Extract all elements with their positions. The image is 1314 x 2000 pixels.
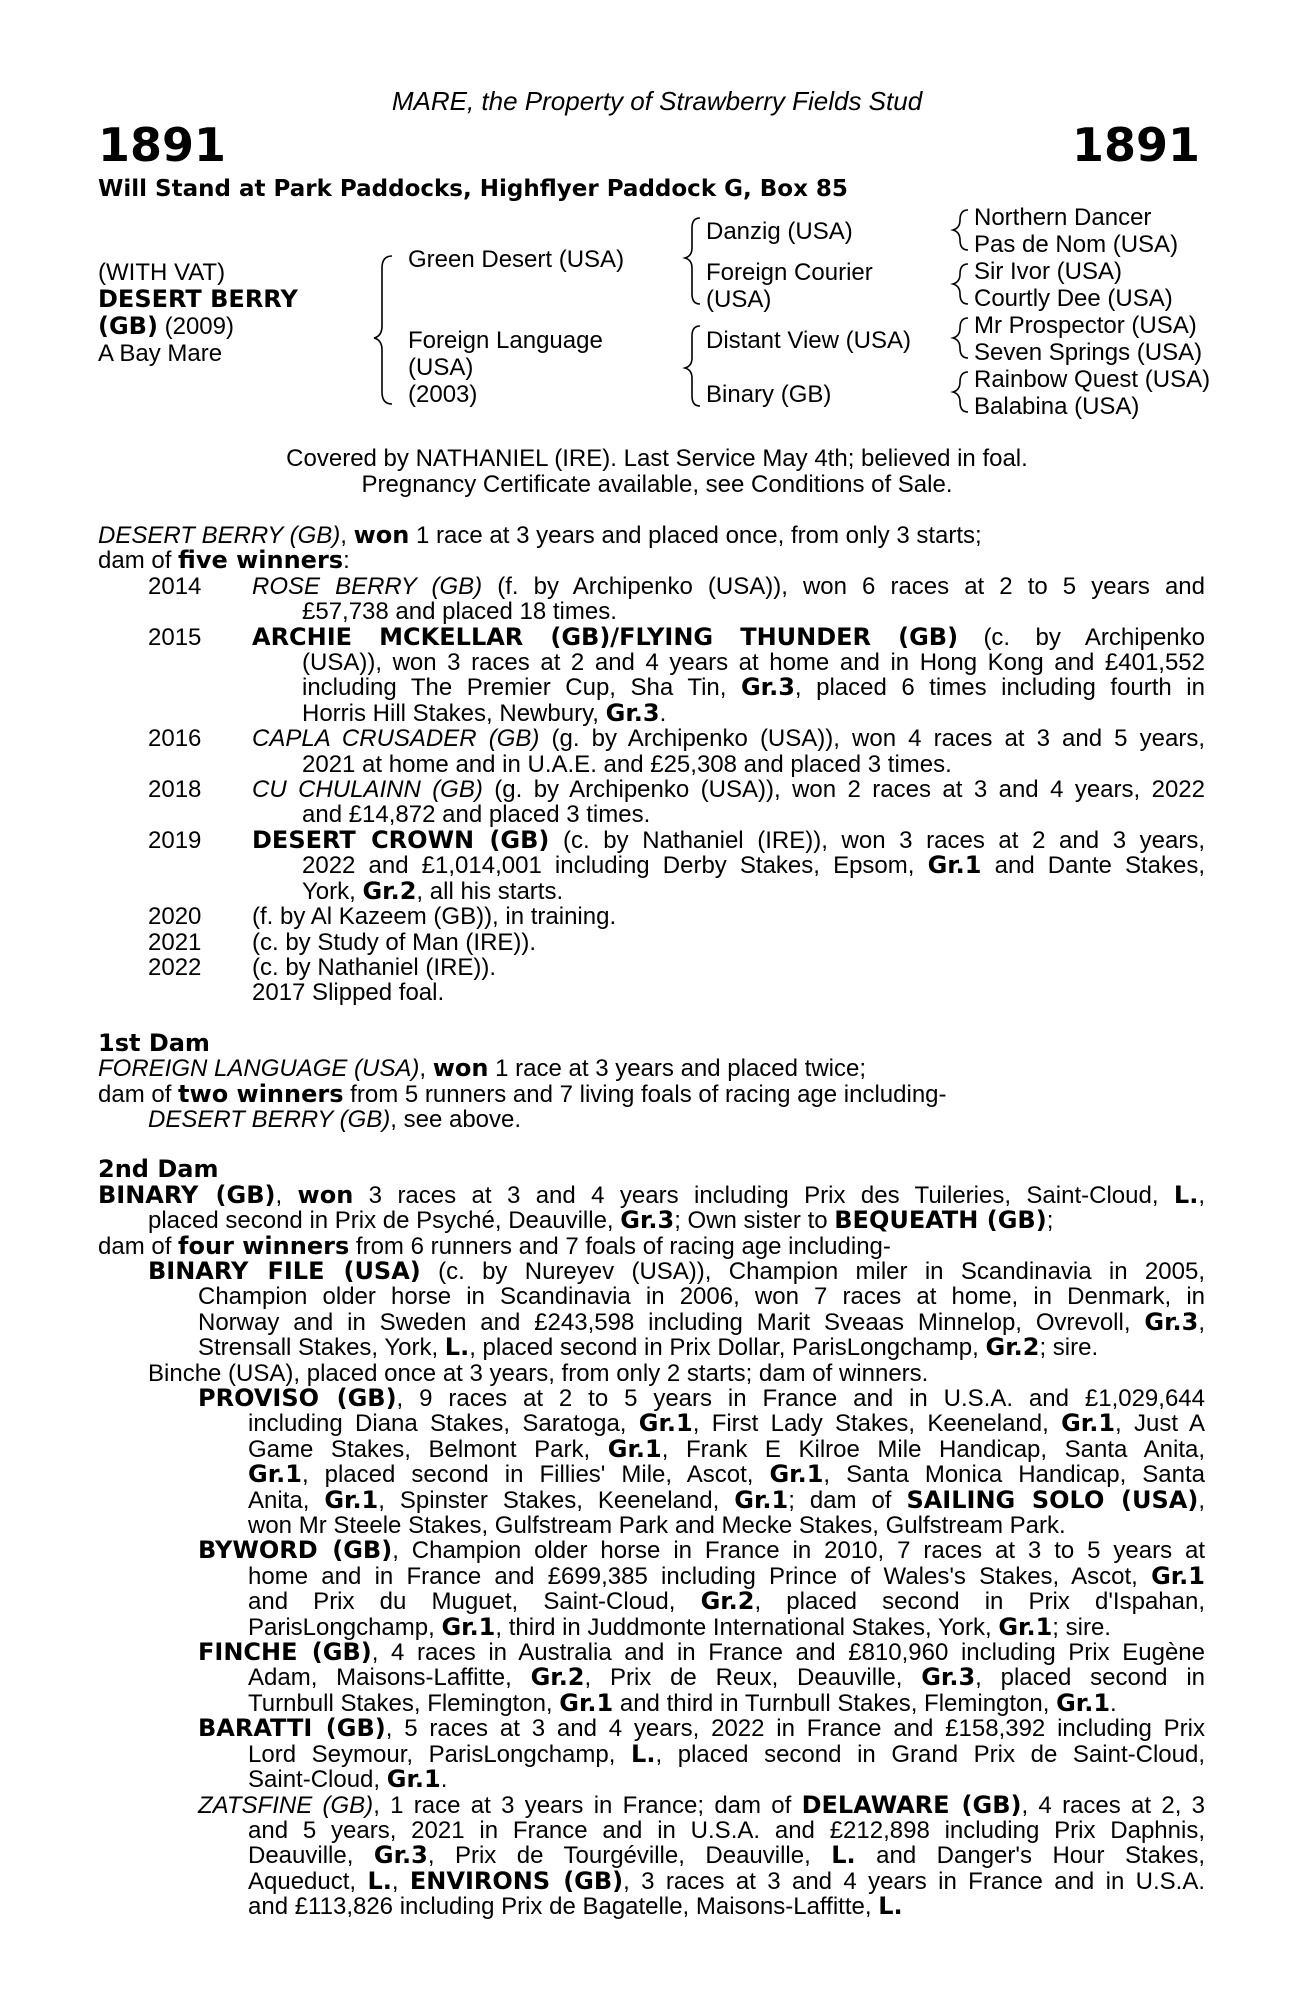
text-run: , third in Juddmonte International Stakes, York, <box>495 1613 999 1641</box>
produce-name: DESERT CROWN (GB) <box>252 825 550 854</box>
produce-2019 <box>98 825 1206 905</box>
first-dam-line-1 <box>98 1056 1205 1081</box>
grade-label: Gr.3 <box>373 1841 428 1870</box>
produce-text: 2022 and £1,014,001 including Derby Stakes, Epsom, <box>302 852 928 880</box>
produce-line <box>302 853 1205 878</box>
text-run: , <box>1198 1181 1205 1209</box>
progeny-line <box>198 1538 1205 1563</box>
pedigree-g2: Pas de Nom (USA) <box>974 231 1179 258</box>
grade-label: L. <box>444 1333 470 1362</box>
progeny-line <box>248 1739 1205 1768</box>
grade-label: Gr.1 <box>1061 1409 1116 1438</box>
intro-line-1 <box>98 523 1205 548</box>
progeny-line <box>148 1256 1205 1285</box>
text-run: , Frank E Kilroe Mile Handicap, Santa Anita, <box>661 1435 1206 1463</box>
produce-line <box>302 876 1205 905</box>
progeny-name: PROVISO (GB) <box>198 1384 397 1412</box>
produce-name: ARCHIE MCKELLAR (GB)/FLYING THUNDER (GB) <box>252 622 959 651</box>
grade-label: Gr.1 <box>927 851 982 880</box>
produce-line: 2021 at home and in U.A.E. and £25,308 and placed 3 times. <box>302 750 952 778</box>
text-run: , placed second in Grand Prix de Saint-Cloud, <box>655 1740 1205 1768</box>
produce-line <box>148 622 1205 651</box>
progeny-line <box>248 1485 1205 1514</box>
produce-text: (c. by Nathaniel (IRE)). <box>252 953 497 981</box>
progeny-line: won Mr Steele Stakes, Gulfstream Park and Mecke Stakes, Gulfstream Park. <box>248 1512 1066 1540</box>
produce-text: (f. by Archipenko (USA)), won 6 races at 2 to 5 years and <box>482 572 1206 600</box>
catalogue-subtitle: MARE, the Property of Strawberry Fields Stud <box>391 86 923 116</box>
text-run: , 4 races at 2, 3 <box>1021 1791 1206 1819</box>
pedigree-dam-dam: Binary (GB) <box>706 381 832 408</box>
produce-text: (f. by Al Kazeem (GB)), in training. <box>252 903 617 931</box>
pedigree-sire-dam-1: Foreign Courier <box>706 259 873 286</box>
text-run: ; <box>1046 1207 1054 1235</box>
text-run: four winners <box>178 1231 350 1260</box>
progeny-byword <box>198 1538 1205 1640</box>
text-run: , Champion older horse in France in 2010, 7 races at 3 to 5 years at <box>392 1537 1206 1565</box>
intro-rest: 1 race at 3 years and placed once, from only 3 starts; <box>409 522 982 549</box>
text-run: , <box>1198 1486 1205 1514</box>
progeny-line <box>198 1716 1205 1741</box>
progeny-line <box>198 1307 1205 1336</box>
first-dam-won: won <box>432 1054 489 1083</box>
progeny-zatsfine <box>198 1790 1206 1921</box>
grade-label: Gr.1 <box>1056 1688 1111 1717</box>
produce-2022 <box>98 955 1205 980</box>
pedigree-dam-2: (USA) <box>408 354 474 381</box>
produce-text: (g. by Archipenko (USA)), won 2 races at 3 and 4 years, 2022 <box>482 776 1206 804</box>
text-run: ; sire. <box>1052 1613 1111 1641</box>
text-run: , <box>391 1867 410 1895</box>
progeny-line: and 5 years, 2021 in France and in U.S.A. and £212,898 including Prix Daphnis, <box>248 1816 1205 1844</box>
text-run: from 6 runners and 7 foals of racing age including- <box>349 1232 891 1260</box>
grade-label: Gr.2 <box>985 1333 1040 1362</box>
produce-line: and £14,872 and placed 3 times. <box>302 801 651 829</box>
progeny-baratti <box>198 1716 1205 1792</box>
text-run: Norway and in Sweden and £243,598 including Marit Sveaas Minnelop, Ovrevoll, <box>198 1308 1145 1336</box>
pedigree-dam-3: (2003) <box>408 381 478 408</box>
grade-label: Gr.1 <box>248 1460 302 1489</box>
catalogue-body <box>98 523 1205 1920</box>
covering-line-1: Covered by NATHANIEL (IRE). Last Service May 4th; believed in foal. <box>286 445 1028 472</box>
progeny-name: BYWORD (GB) <box>198 1536 393 1565</box>
produce-year: 2014 <box>148 572 202 600</box>
pedigree-sire: Green Desert (USA) <box>408 246 625 273</box>
text-run: (c. by Nureyev (USA)), Champion miler in Scandinavia in 2005, <box>420 1257 1205 1285</box>
grade-label: Gr.1 <box>324 1485 379 1514</box>
text-run: and Prix du Muguet, Saint-Cloud, <box>248 1588 701 1616</box>
text-run: , placed second in Fillies' Mile, Ascot, <box>301 1461 770 1489</box>
text-run: ParisLongchamp, <box>248 1613 442 1641</box>
lot-number-left: 1891 <box>98 118 227 172</box>
stable-location: Will Stand at Park Paddocks, Highflyer Paddock G, Box 85 <box>98 176 848 202</box>
text-run: and Danger's Hour Stakes, <box>855 1842 1205 1870</box>
progeny-line <box>248 1561 1205 1590</box>
text-run: , First Lady Stakes, Keeneland, <box>692 1410 1062 1438</box>
progeny-line <box>248 1434 1206 1463</box>
produce-slipped-note <box>98 980 1205 1005</box>
produce-line <box>302 675 1205 700</box>
text-run: , placed second in Prix d'Ispahan, <box>754 1588 1205 1616</box>
progeny-line <box>248 1767 1205 1792</box>
grade-label: Gr.2 <box>530 1663 585 1692</box>
produce-line: (USA)), won 3 races at 2 and 4 years at home and in Hong Kong and £401,552 <box>302 649 1205 677</box>
progeny-binche: Binche (USA), placed once at 3 years, from only 2 starts; dam of winners. <box>148 1359 929 1387</box>
horse-description: A Bay Mare <box>98 340 223 367</box>
grade-label: Gr.1 <box>1151 1561 1205 1590</box>
pedigree-g3: Sir Ivor (USA) <box>974 258 1123 285</box>
produce-name: CU CHULAINN (GB) <box>252 776 483 804</box>
produce-line <box>148 825 1206 854</box>
produce-text: 2017 Slipped foal. <box>252 979 445 1007</box>
intro-damof: dam of <box>98 547 179 575</box>
section-heading-2nd-dam: 2nd Dam <box>98 1155 219 1184</box>
pedigree-dam-1: Foreign Language <box>408 327 603 354</box>
text-run: DELAWARE (GB) <box>801 1790 1022 1819</box>
progeny-line <box>198 1335 1205 1360</box>
pedigree-dam-sire: Distant View (USA) <box>706 327 911 354</box>
produce-2021 <box>98 930 1205 955</box>
text-run: 3 races at 3 and 4 years including Prix des Tuileries, Saint-Cloud, <box>353 1181 1174 1209</box>
text-run: , 1 race at 3 years in France; dam of <box>373 1791 802 1819</box>
text-run: , Santa Monica Handicap, Santa <box>823 1461 1206 1489</box>
text-run: home and in France and £699,385 including Prince of Wales's Stakes, Ascot, <box>248 1562 1152 1590</box>
text-run: , 4 races in Australia and in France and £810,960 including Prix Eugène <box>371 1639 1205 1667</box>
text-run: placed second in Prix de Psyché, Deauville, <box>148 1207 621 1235</box>
vat-note: (WITH VAT) <box>98 259 226 286</box>
text-run: , placed second in Prix Dollar, ParisLongchamp, <box>469 1334 986 1362</box>
produce-text: including The Premier Cup, Sha Tin, <box>302 674 741 702</box>
produce-2018 <box>98 777 1205 828</box>
text-run: Adam, Maisons-Laffitte, <box>248 1664 531 1692</box>
pedigree-g1: Northern Dancer <box>974 204 1152 231</box>
progeny-proviso <box>198 1386 1205 1538</box>
grade-label: L. <box>1173 1180 1199 1209</box>
second-dam-line-2 <box>98 1208 1205 1233</box>
text-run: , 5 races at 3 and 4 years, 2022 in France and £158,392 including Prix <box>385 1715 1205 1743</box>
produce-text: , all his starts. <box>416 877 564 905</box>
text-run: ; Own sister to <box>674 1207 835 1235</box>
intro-winners: five winners <box>178 546 344 575</box>
produce-line <box>148 574 1205 599</box>
first-dam-winners: two winners <box>178 1079 344 1108</box>
text-run: . <box>1110 1689 1117 1717</box>
text-run: , <box>1198 1308 1205 1336</box>
text-run: . <box>440 1766 448 1794</box>
first-dam-name: FOREIGN LANGUAGE (USA) <box>98 1055 420 1083</box>
produce-year: 2016 <box>148 725 202 753</box>
progeny-line <box>248 1589 1205 1614</box>
grade-label: Gr.3 <box>740 673 795 702</box>
pedigree-sire-dam-2: (USA) <box>706 286 772 313</box>
pedigree-g5: Mr Prospector (USA) <box>974 312 1197 339</box>
produce-name: ROSE BERRY (GB) <box>252 572 483 600</box>
produce-2014 <box>98 574 1205 625</box>
first-dam-rest: 1 race at 3 years and placed twice; <box>488 1055 867 1083</box>
text-run: won <box>297 1180 354 1209</box>
text-run: Anita, <box>248 1486 325 1514</box>
progeny-line <box>198 1790 1206 1819</box>
produce-text: (c. by Study of Man (IRE)). <box>252 928 537 956</box>
grade-label: Gr.1 <box>769 1460 824 1489</box>
text-run: Strensall Stakes, York, <box>198 1334 445 1362</box>
intro-won: won <box>353 521 410 549</box>
first-dam-line-3 <box>98 1107 1205 1132</box>
text-run: , Prix de Tourgéville, Deauville, <box>427 1842 832 1870</box>
grade-label: L. <box>878 1892 903 1921</box>
produce-text: and Dante Stakes, <box>981 852 1205 880</box>
produce-year: 2022 <box>148 953 202 981</box>
produce-2016 <box>98 726 1205 777</box>
intro-line-2 <box>98 548 1205 573</box>
grade-label: Gr.3 <box>921 1663 976 1692</box>
text-run: Deauville, <box>248 1842 374 1870</box>
produce-line <box>302 698 1205 727</box>
grade-label: Gr.1 <box>734 1485 789 1514</box>
produce-year: 2019 <box>148 826 202 854</box>
text-run: , Just A <box>1115 1410 1206 1438</box>
progeny-line <box>248 1665 1205 1690</box>
produce-text: , placed 6 times including fourth in <box>794 674 1205 702</box>
grade-label: Gr.2 <box>362 876 417 905</box>
text-run: ; dam of <box>788 1486 907 1514</box>
produce-text: York, <box>302 877 363 905</box>
text-run: Saint-Cloud, <box>248 1766 387 1794</box>
grade-label: L. <box>367 1866 392 1895</box>
produce-2015 <box>98 622 1205 727</box>
produce-text: (c. by Archipenko <box>958 623 1205 651</box>
progeny-line <box>248 1411 1205 1436</box>
produce-text: (g. by Archipenko (USA)), won 4 races at 3 and 5 years, <box>539 725 1206 753</box>
pedigree-sire-sire: Danzig (USA) <box>706 218 853 245</box>
produce-year: 2015 <box>148 623 202 651</box>
text-run: BEQUEATH (GB) <box>834 1206 1047 1235</box>
text-run: ENVIRONS (GB) <box>409 1866 624 1895</box>
progeny-line <box>248 1843 1205 1868</box>
pedigree-g8: Balabina (USA) <box>974 393 1140 420</box>
covering-note <box>0 446 1314 498</box>
produce-2020 <box>98 904 1205 929</box>
text-run: , placed second in <box>975 1664 1205 1692</box>
horse-name: DESERT BERRY <box>98 285 298 313</box>
grade-label: Gr.1 <box>441 1612 496 1641</box>
grade-label: Gr.1 <box>638 1409 693 1438</box>
second-dam-name: BINARY (GB) <box>98 1180 276 1209</box>
text-run: ; sire. <box>1039 1334 1099 1362</box>
produce-year: 2020 <box>148 903 202 931</box>
produce-line <box>148 777 1205 802</box>
produce-line: £57,738 and placed 18 times. <box>302 598 617 626</box>
text-run: dam of <box>98 1232 179 1260</box>
progeny-name: BARATTI (GB) <box>198 1714 386 1743</box>
text-run: , 9 races at 2 to 5 years in France and in U.S.A. and £1,029,644 <box>396 1385 1205 1412</box>
grade-label: Gr.1 <box>607 1434 662 1463</box>
covering-line-2: Pregnancy Certificate available, see Conditions of Sale. <box>361 471 953 498</box>
grade-label: Gr.3 <box>1144 1307 1199 1336</box>
grade-label: Gr.1 <box>386 1765 441 1794</box>
text-run: , Spinster Stakes, Keeneland, <box>378 1486 735 1514</box>
produce-text: (c. by Nathaniel (IRE)), won 3 races at 2 and 3 years, <box>549 826 1206 854</box>
progeny-line <box>198 1386 1205 1411</box>
horse-country: (GB) <box>98 312 158 340</box>
progeny-name: BINARY FILE (USA) <box>148 1256 421 1285</box>
grade-label: L. <box>831 1841 856 1870</box>
progeny-binary-file <box>148 1256 1205 1362</box>
grade-label: Gr.3 <box>620 1206 675 1235</box>
text-run: Turnbull Stakes, Flemington, <box>248 1689 560 1717</box>
text-run: and £113,826 including Prix de Bagatelle, Maisons-Laffitte, <box>248 1893 879 1921</box>
produce-text: . <box>659 699 667 727</box>
progeny-line <box>248 1866 1206 1895</box>
pedigree-g7: Rainbow Quest (USA) <box>974 366 1211 393</box>
first-dam-damof: dam of <box>98 1080 179 1108</box>
text-run: Aqueduct, <box>248 1867 368 1895</box>
produce-year: 2021 <box>148 928 202 956</box>
progeny-line <box>248 1612 1205 1641</box>
second-dam-line-3 <box>98 1231 1205 1260</box>
lot-number-right: 1891 <box>1071 118 1200 172</box>
grade-label: Gr.1 <box>559 1688 614 1717</box>
first-dam-child-rest: , see above. <box>390 1105 522 1133</box>
text-run: , 3 races at 3 and 4 years in France and in U.S.A. <box>623 1867 1206 1895</box>
progeny-name: FINCHE (GB) <box>198 1638 372 1667</box>
progeny-line <box>248 1462 1205 1487</box>
produce-year: 2018 <box>148 776 202 804</box>
text-run: , Prix de Reux, Deauville, <box>584 1664 922 1692</box>
section-heading-1st-dam: 1st Dam <box>98 1028 210 1057</box>
progeny-line <box>248 1688 1205 1717</box>
intro-sep: , <box>340 522 354 549</box>
text-run: Game Stakes, Belmont Park, <box>248 1435 608 1463</box>
progeny-line: Champion older horse in Scandinavia in 2006, won 7 races at home, in Denmark, in <box>198 1283 1205 1311</box>
text-run: Lord Seymour, ParisLongchamp, <box>248 1740 632 1768</box>
progeny-line <box>198 1640 1205 1665</box>
first-dam-child: DESERT BERRY (GB) <box>148 1105 391 1133</box>
grade-label: Gr.2 <box>700 1587 755 1616</box>
text-run: and third in Turnbull Stakes, Flemington, <box>613 1689 1057 1717</box>
intro-colon: : <box>343 547 350 575</box>
grade-label: Gr.1 <box>998 1612 1053 1641</box>
first-dam-rest2: from 5 runners and 7 living foals of racing age including- <box>343 1080 947 1108</box>
pedigree-g6: Seven Springs (USA) <box>974 339 1203 366</box>
second-dam-line-1 <box>98 1180 1205 1209</box>
progeny-name: ZATSFINE (GB) <box>198 1791 374 1819</box>
produce-name: CAPLA CRUSADER (GB) <box>252 725 540 753</box>
first-dam-line-2 <box>98 1079 1205 1108</box>
progeny-finche <box>198 1640 1205 1716</box>
text-run: including Diana Stakes, Saratoga, <box>248 1410 639 1438</box>
text-run: SAILING SOLO (USA) <box>906 1485 1199 1514</box>
produce-text: Horris Hill Stakes, Newbury, <box>302 699 606 727</box>
pedigree-g4: Courtly Dee (USA) <box>974 285 1173 312</box>
grade-label: Gr.3 <box>605 698 660 727</box>
first-dam-sep: , <box>419 1055 433 1083</box>
progeny-line <box>248 1894 1205 1919</box>
text-run: , <box>275 1181 298 1209</box>
intro-horse-name: DESERT BERRY (GB) <box>98 522 341 549</box>
horse-year: (2009) <box>157 313 234 340</box>
produce-line <box>148 726 1205 751</box>
grade-label: L. <box>631 1739 656 1768</box>
